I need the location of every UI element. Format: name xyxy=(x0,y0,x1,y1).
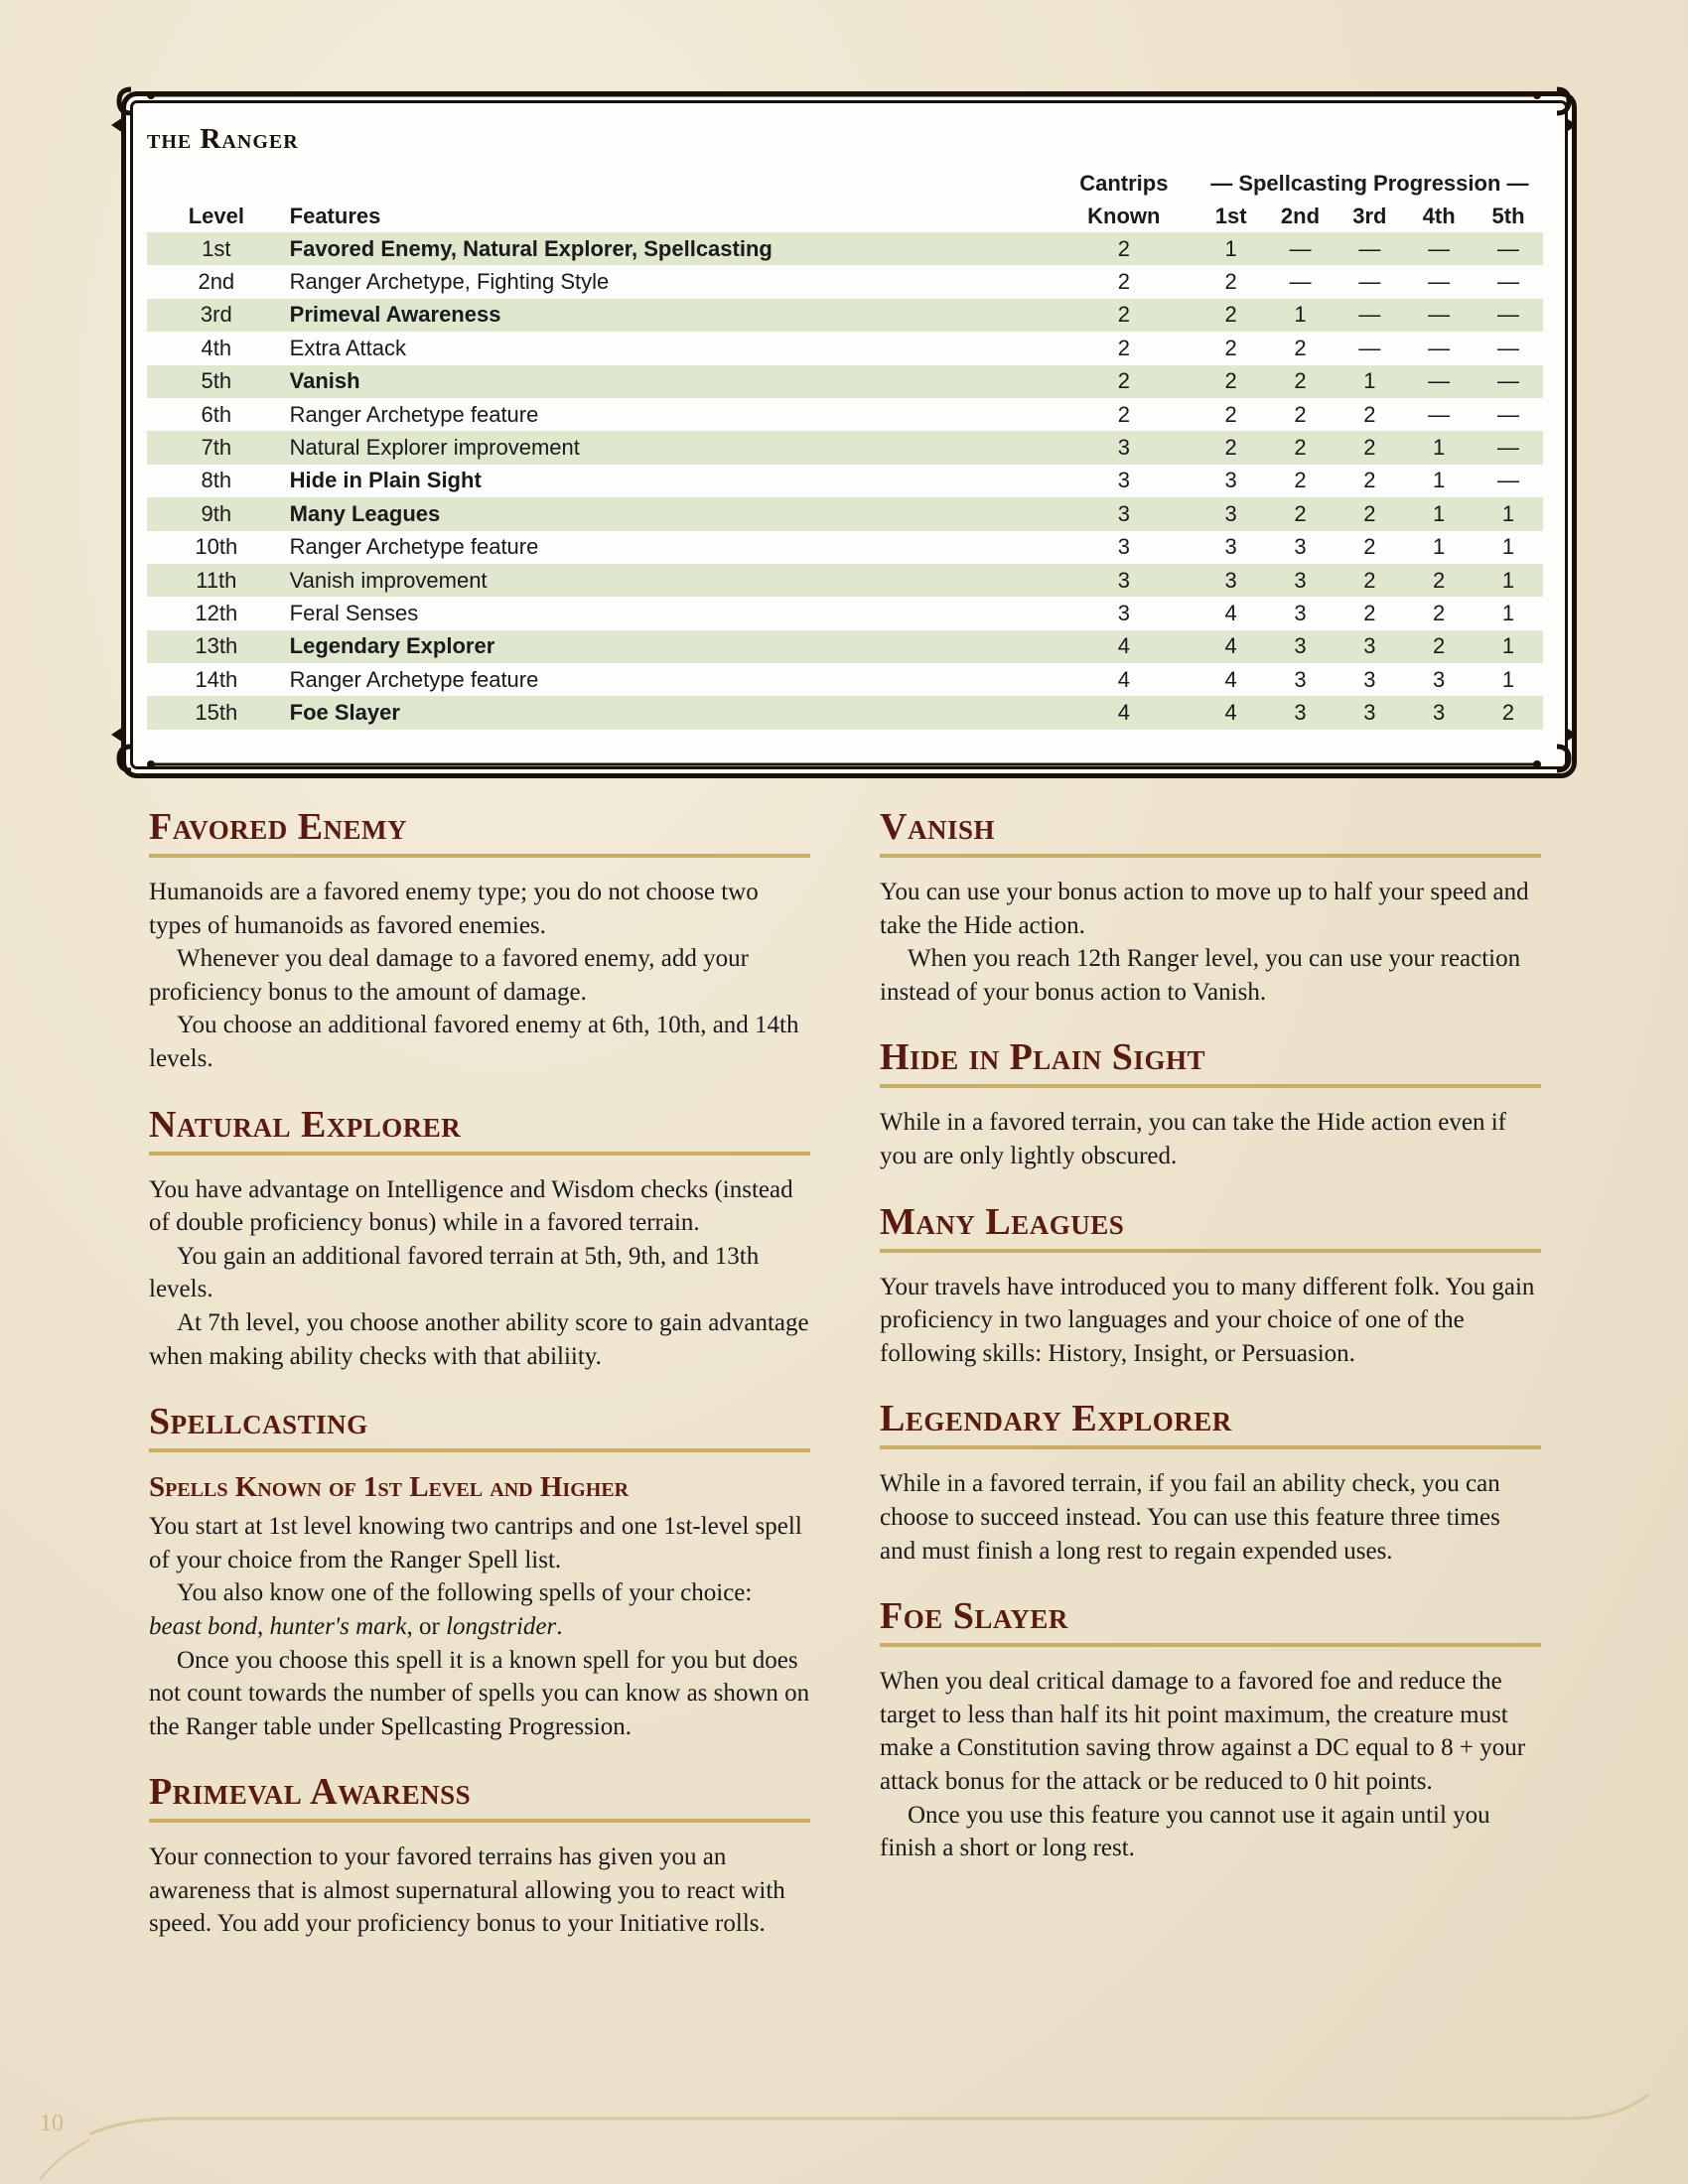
cantrips-cell: 4 xyxy=(1117,633,1130,659)
slot-cell: 2 xyxy=(1224,435,1237,461)
level-cell: 11th xyxy=(196,567,237,593)
spells-known-subheading: Spells Known of 1st Level and Higher xyxy=(149,1471,630,1504)
many-leagues-heading: Many Leagues xyxy=(880,1199,1541,1253)
spellcasting-p2: You also know one of the following spells of your choice: beast bond, hunter's mark, or longstrider. xyxy=(149,1579,753,1640)
cantrips-cell: 3 xyxy=(1117,435,1130,461)
table-row xyxy=(147,265,1543,298)
cantrips-cell: 4 xyxy=(1117,700,1130,726)
slot-cell: 1 xyxy=(1433,534,1446,560)
table-row xyxy=(147,696,1543,729)
spell-longstrider: longstrider xyxy=(446,1612,557,1640)
slot-cell: 2 xyxy=(1433,600,1446,625)
slot-cell: 1 xyxy=(1501,534,1515,560)
spell-hunters-mark: hunter's mark xyxy=(269,1612,407,1640)
natural-explorer-p1: You have advantage on Intelligence and Wisdom checks (instead of double proficiency bonus) while in a favored terrain. xyxy=(149,1175,793,1237)
slot-cell: — xyxy=(1497,235,1520,261)
level-cell: 10th xyxy=(195,534,238,560)
slot-cell: 2 xyxy=(1294,368,1307,394)
hide-in-plain-sight-p1: While in a favored terrain, you can take the Hide action even if you are only lightly obscured. xyxy=(880,1109,1506,1169)
slot-header-3: 3rd xyxy=(1352,203,1387,228)
spellcasting-heading: Spellcasting xyxy=(149,1399,810,1452)
table-title: the Ranger xyxy=(147,123,299,155)
features-cell: Ranger Archetype feature xyxy=(289,401,539,427)
features-cell: Primeval Awareness xyxy=(289,302,501,328)
natural-explorer-p3: At 7th level, you choose another ability score to gain advantage when making ability checks with that abiliity. xyxy=(149,1308,809,1370)
table-row xyxy=(147,431,1543,464)
slot-header-5: 5th xyxy=(1491,203,1525,228)
slot-cell: — xyxy=(1428,368,1451,394)
level-cell: 3rd xyxy=(200,302,232,328)
spellcasting-p3: Once you choose this spell it is a known spell for you but does not count towards the number of spells you can know as shown on the Ranger table under Spellcasting Progression. xyxy=(149,1646,810,1740)
cantrips-header-top: Cantrips xyxy=(1079,170,1169,196)
many-leagues-p1: Your travels have introduced you to many different folk. You gain proficiency in two languages and your choice of one of the following skills: History, Insight, or Persuasion. xyxy=(880,1273,1535,1367)
table-row xyxy=(147,597,1543,629)
vanish-p2: When you reach 12th Ranger level, you can use your reaction instead of your bonus action to Vanish. xyxy=(880,945,1521,1006)
level-cell: 12th xyxy=(195,600,238,625)
slot-cell: 3 xyxy=(1363,633,1376,659)
slot-cell: 3 xyxy=(1224,534,1237,560)
slot-cell: 3 xyxy=(1294,700,1307,726)
features-cell: Favored Enemy, Natural Explorer, Spellcasting xyxy=(289,235,773,261)
slot-cell: 2 xyxy=(1224,368,1237,394)
table-row xyxy=(147,497,1543,530)
features-cell: Many Leagues xyxy=(289,500,441,526)
cantrips-cell: 4 xyxy=(1117,666,1130,692)
slot-cell: — xyxy=(1497,368,1520,394)
cantrips-cell: 3 xyxy=(1117,567,1130,593)
level-cell: 1st xyxy=(202,235,231,261)
slot-cell: 1 xyxy=(1433,435,1446,461)
level-cell: 2nd xyxy=(198,269,235,295)
features-cell: Vanish improvement xyxy=(289,567,488,593)
foe-slayer-p2: Once you use this feature you cannot use it again until you finish a short or long rest. xyxy=(880,1801,1490,1862)
vanish-heading: Vanish xyxy=(880,804,1541,858)
slot-cell: — xyxy=(1497,435,1520,461)
slot-header-2: 2nd xyxy=(1280,203,1321,228)
cantrips-cell: 3 xyxy=(1117,468,1130,493)
cantrips-cell: 2 xyxy=(1117,368,1130,394)
slot-cell: — xyxy=(1428,269,1451,295)
slot-cell: 4 xyxy=(1224,700,1237,726)
slot-cell: — xyxy=(1428,302,1451,328)
slot-cell: 3 xyxy=(1294,534,1307,560)
slot-cell: 4 xyxy=(1224,633,1237,659)
level-cell: 5th xyxy=(201,368,232,394)
slot-cell: — xyxy=(1497,269,1520,295)
table-row xyxy=(147,365,1543,398)
slot-cell: 2 xyxy=(1433,633,1446,659)
features-cell: Vanish xyxy=(289,368,360,394)
spellcasting-p1: You start at 1st level knowing two cantrips and one 1st-level spell of your choice from the Ranger Spell list. xyxy=(149,1513,802,1573)
slot-cell: 2 xyxy=(1363,534,1376,560)
slot-cell: 1 xyxy=(1224,235,1237,261)
level-cell: 9th xyxy=(201,500,232,526)
legendary-explorer-heading: Legendary Explorer xyxy=(880,1396,1541,1449)
cantrips-cell: 3 xyxy=(1117,534,1130,560)
slot-cell: 2 xyxy=(1294,435,1307,461)
ranger-progression-table xyxy=(147,167,1543,730)
table-row xyxy=(147,299,1543,332)
slot-cell: 2 xyxy=(1363,401,1376,427)
slot-cell: 2 xyxy=(1501,700,1515,726)
slot-cell: 4 xyxy=(1224,600,1237,625)
favored-enemy-p2: Whenever you deal damage to a favored enemy, add your proficiency bonus to the amount of damage. xyxy=(149,945,749,1006)
level-cell: 4th xyxy=(201,335,232,360)
slot-cell: — xyxy=(1289,269,1312,295)
features-cell: Hide in Plain Sight xyxy=(289,468,482,493)
slot-cell: — xyxy=(1497,302,1520,328)
slot-cell: 2 xyxy=(1433,567,1446,593)
slot-cell: — xyxy=(1358,335,1381,360)
slot-cell: 2 xyxy=(1294,335,1307,360)
primeval-awareness-p1: Your connection to your favored terrains has given you an awareness that is almost supernatural allowing you to react with speed. You add your proficiency bonus to your Initiative rolls. xyxy=(149,1843,785,1938)
page-number: 10 xyxy=(40,2111,64,2136)
slot-header-4: 4th xyxy=(1422,203,1456,228)
slot-cell: 3 xyxy=(1224,500,1237,526)
slot-cell: 2 xyxy=(1224,335,1237,360)
slot-cell: 3 xyxy=(1363,666,1376,692)
spellcasting-group-header: — Spellcasting Progression — xyxy=(1210,170,1529,196)
slot-cell: 2 xyxy=(1294,500,1307,526)
slot-cell: — xyxy=(1358,269,1381,295)
slot-cell: 1 xyxy=(1433,468,1446,493)
level-cell: 6th xyxy=(201,401,232,427)
level-cell: 7th xyxy=(201,435,232,461)
slot-cell: 2 xyxy=(1363,500,1376,526)
favored-enemy-p3: You choose an additional favored enemy at 6th, 10th, and 14th levels. xyxy=(149,1012,799,1072)
features-header: Features xyxy=(289,203,381,228)
slot-cell: — xyxy=(1289,235,1312,261)
slot-cell: 1 xyxy=(1501,567,1515,593)
level-cell: 15th xyxy=(195,700,238,726)
table-row xyxy=(147,630,1543,663)
level-header: Level xyxy=(188,203,244,228)
slot-cell: 1 xyxy=(1501,666,1515,692)
primeval-awareness-heading: Primeval Awarenss xyxy=(149,1769,810,1823)
cantrips-header-bottom: Known xyxy=(1087,203,1161,228)
left-column xyxy=(149,804,810,1941)
slot-cell: — xyxy=(1358,302,1381,328)
table-row xyxy=(147,531,1543,564)
slot-cell: 2 xyxy=(1294,468,1307,493)
slot-cell: 1 xyxy=(1433,500,1446,526)
features-cell: Feral Senses xyxy=(289,600,419,625)
slot-cell: 3 xyxy=(1433,700,1446,726)
features-cell: Extra Attack xyxy=(289,335,407,360)
features-cell: Ranger Archetype feature xyxy=(289,666,539,692)
slot-cell: 3 xyxy=(1363,700,1376,726)
slot-cell: 3 xyxy=(1294,600,1307,625)
cantrips-cell: 2 xyxy=(1117,302,1130,328)
slot-cell: 1 xyxy=(1501,600,1515,625)
slot-cell: 2 xyxy=(1294,401,1307,427)
vanish-p1: You can use your bonus action to move up to half your speed and take the Hide action. xyxy=(880,879,1529,939)
features-cell: Ranger Archetype, Fighting Style xyxy=(289,269,610,295)
slot-cell: — xyxy=(1497,401,1520,427)
table-row xyxy=(147,663,1543,696)
features-cell: Ranger Archetype feature xyxy=(289,534,539,560)
hide-in-plain-sight-heading: Hide in Plain Sight xyxy=(880,1034,1541,1088)
level-cell: 14th xyxy=(195,666,238,692)
slot-cell: — xyxy=(1358,235,1381,261)
features-cell: Foe Slayer xyxy=(289,700,400,726)
cantrips-cell: 2 xyxy=(1117,235,1130,261)
slot-cell: — xyxy=(1428,401,1451,427)
cantrips-cell: 3 xyxy=(1117,500,1130,526)
cantrips-cell: 3 xyxy=(1117,600,1130,625)
slot-cell: 3 xyxy=(1224,567,1237,593)
slot-cell: — xyxy=(1497,468,1520,493)
table-row xyxy=(147,332,1543,364)
footer-ornament xyxy=(0,2085,1688,2184)
natural-explorer-p2: You gain an additional favored terrain at 5th, 9th, and 13th levels. xyxy=(149,1242,760,1303)
slot-cell: 2 xyxy=(1363,600,1376,625)
cantrips-cell: 2 xyxy=(1117,269,1130,295)
favored-enemy-p1: Humanoids are a favored enemy type; you do not choose two types of humanoids as favored enemies. xyxy=(149,879,759,939)
slot-cell: 3 xyxy=(1294,666,1307,692)
slot-cell: 2 xyxy=(1224,401,1237,427)
slot-cell: 3 xyxy=(1294,567,1307,593)
slot-cell: 1 xyxy=(1363,368,1376,394)
slot-header-1: 1st xyxy=(1214,203,1247,228)
cantrips-cell: 2 xyxy=(1117,335,1130,360)
slot-cell: — xyxy=(1428,335,1451,360)
features-cell: Natural Explorer improvement xyxy=(289,435,580,461)
cantrips-cell: 2 xyxy=(1117,401,1130,427)
spell-beast-bond: beast bond xyxy=(149,1612,258,1640)
slot-cell: 2 xyxy=(1363,435,1376,461)
foe-slayer-heading: Foe Slayer xyxy=(880,1593,1541,1647)
slot-cell: 2 xyxy=(1224,269,1237,295)
slot-cell: 1 xyxy=(1501,633,1515,659)
slot-cell: 1 xyxy=(1294,302,1307,328)
slot-cell: 3 xyxy=(1224,468,1237,493)
legendary-explorer-p1: While in a favored terrain, if you fail an ability check, you can choose to succeed instead. You can use this feature three times and must finish a long rest to regain expended uses. xyxy=(880,1470,1500,1565)
features-cell: Legendary Explorer xyxy=(289,633,495,659)
right-column xyxy=(880,804,1541,1865)
slot-cell: 1 xyxy=(1501,500,1515,526)
table-row xyxy=(147,564,1543,597)
slot-cell: — xyxy=(1428,235,1451,261)
slot-cell: 2 xyxy=(1363,468,1376,493)
level-cell: 13th xyxy=(195,633,238,659)
slot-cell: 3 xyxy=(1294,633,1307,659)
slot-cell: 3 xyxy=(1433,666,1446,692)
slot-cell: 4 xyxy=(1224,666,1237,692)
level-cell: 8th xyxy=(201,468,232,493)
foe-slayer-p1: When you deal critical damage to a favored foe and reduce the target to less than half its hit point maximum, the creature must make a Constitution saving throw against a DC equal to 8 + your attack bonus for the attack or be reduced to 0 hit points. xyxy=(880,1668,1526,1795)
table-row xyxy=(147,465,1543,497)
slot-cell: 2 xyxy=(1224,302,1237,328)
favored-enemy-heading: Favored Enemy xyxy=(149,804,810,858)
slot-cell: — xyxy=(1497,335,1520,360)
slot-cell: 2 xyxy=(1363,567,1376,593)
table-row xyxy=(147,398,1543,431)
table-row xyxy=(147,232,1543,265)
natural-explorer-heading: Natural Explorer xyxy=(149,1102,810,1156)
